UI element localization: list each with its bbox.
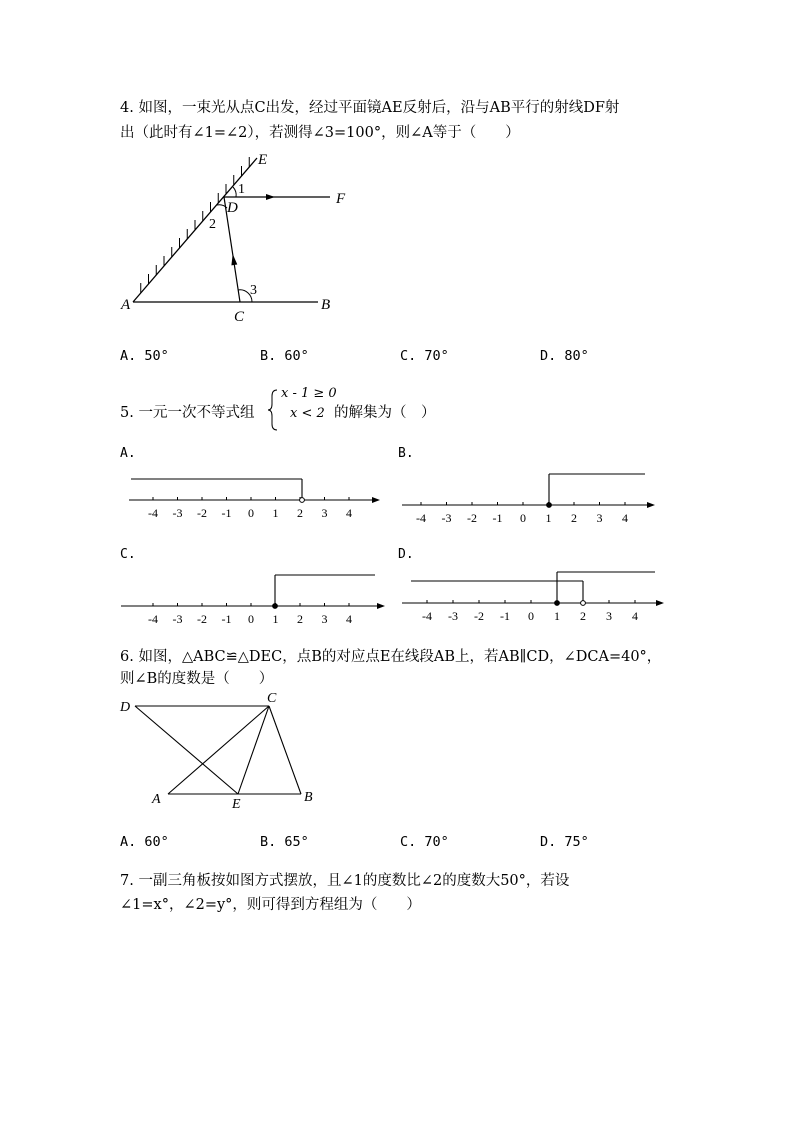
q5-a-tick-label: -4	[148, 506, 158, 520]
q5-d-tick-label: -4	[422, 609, 432, 623]
q5-a-tick-label: -3	[172, 506, 183, 520]
q4-label-D: D	[227, 200, 238, 216]
q5-suffix: 的解集为（ ）	[334, 405, 436, 421]
q6-option-a[interactable]: A. 60°	[120, 834, 169, 850]
q5-b-tick-label: 1	[545, 511, 552, 525]
q5-label-b: B.	[398, 446, 414, 461]
q5-d-tick-label: -2	[474, 609, 484, 623]
q4-label-F: F	[336, 191, 346, 207]
q5-label-c: C.	[120, 547, 136, 562]
q5-label-d: D.	[398, 547, 414, 562]
q5-a-tick-label: 2	[297, 506, 303, 520]
q4-label-2: 2	[209, 217, 216, 232]
q5-c-tick-label: 1	[272, 612, 279, 626]
q5-system-line2: x < 2	[290, 406, 325, 421]
q5-c-tick-label: -2	[197, 612, 207, 626]
q6-option-c[interactable]: C. 70°	[400, 834, 449, 850]
q5-c-tick-label: 2	[297, 612, 303, 626]
q4-label-3: 3	[250, 283, 257, 298]
q5-a-tick-label: 1	[272, 506, 279, 520]
q6-text-line2: 则∠B的度数是（ ）	[120, 671, 274, 687]
q5-a-tick-label: -1	[221, 506, 232, 520]
q5-c-tick-label: 0	[248, 612, 254, 626]
q4-label-C: C	[234, 309, 245, 325]
q5-d-tick-label: -1	[500, 609, 510, 623]
q6-option-d[interactable]: D. 75°	[540, 834, 589, 850]
q5-c-tick-label: -1	[221, 612, 232, 626]
q5-b-tick-label: 2	[571, 511, 577, 525]
q7-text-line1: 7. 一副三角板按如图方式摆放，且∠1的度数比∠2的度数大50°，若设	[120, 873, 570, 889]
q5-a-tick-label: 3	[321, 506, 328, 520]
q5-a-tick-label: 0	[248, 506, 254, 520]
q6-label-A: A	[152, 792, 161, 807]
q5-b-tick-label: -3	[441, 511, 452, 525]
q5-d-tick-label: 3	[606, 609, 612, 623]
q5-d-tick-label: 0	[528, 609, 534, 623]
q5-b-tick-label: 3	[596, 511, 603, 525]
q5-prefix: 5. 一元一次不等式组	[120, 405, 255, 421]
q5-c-tick-label: 3	[321, 612, 328, 626]
q4-label-1: 1	[238, 182, 245, 197]
q5-d-tick-label: 1	[554, 609, 560, 623]
q6-label-E: E	[232, 797, 241, 812]
q5-c-tick-label: -4	[148, 612, 158, 626]
q5-a-tick-label: -2	[197, 506, 207, 520]
q5-b-tick-label: -2	[467, 511, 477, 525]
q6-option-b[interactable]: B. 65°	[260, 834, 309, 850]
q4-option-c[interactable]: C. 70°	[400, 348, 449, 364]
q5-d-tick-label: 4	[632, 609, 638, 623]
q5-a-tick-label: 4	[346, 506, 352, 520]
q4-label-B: B	[321, 297, 331, 313]
q5-label-a: A.	[120, 446, 136, 461]
q6-label-C: C	[267, 691, 277, 706]
q4-label-A: A	[121, 297, 131, 313]
q4-text-line1: 4. 如图，一束光从点C出发，经过平面镜AE反射后，沿与AB平行的射线DF射	[120, 100, 620, 116]
q5-c-tick-label: 4	[346, 612, 352, 626]
q5-d-tick-label: -3	[448, 609, 458, 623]
q7-text-line2: ∠1=x°，∠2=y°，则可得到方程组为（ ）	[120, 897, 421, 913]
q5-b-tick-label: -4	[416, 511, 426, 525]
q4-option-d[interactable]: D. 80°	[540, 348, 589, 364]
q5-b-tick-label: 4	[622, 511, 628, 525]
q6-label-B: B	[304, 790, 313, 805]
q5-b-tick-label: -1	[492, 511, 503, 525]
q6-text-line1: 6. 如图，△ABC≌△DEC，点B的对应点E在线段AB上，若AB∥CD，∠DCA=40°，	[120, 649, 662, 665]
q6-label-D: D	[120, 700, 131, 715]
q4-option-b[interactable]: B. 60°	[260, 348, 309, 364]
q5-b-tick-label: 0	[520, 511, 526, 525]
q5-d-tick-label: 2	[580, 609, 586, 623]
q4-label-E: E	[258, 152, 268, 168]
q4-text-line2: 出（此时有∠1=∠2），若测得∠3=100°，则∠A等于（ ）	[120, 125, 520, 141]
q5-system-line1: x - 1 ≥ 0	[281, 386, 337, 401]
q4-option-a[interactable]: A. 50°	[120, 348, 169, 364]
q5-c-tick-label: -3	[172, 612, 183, 626]
